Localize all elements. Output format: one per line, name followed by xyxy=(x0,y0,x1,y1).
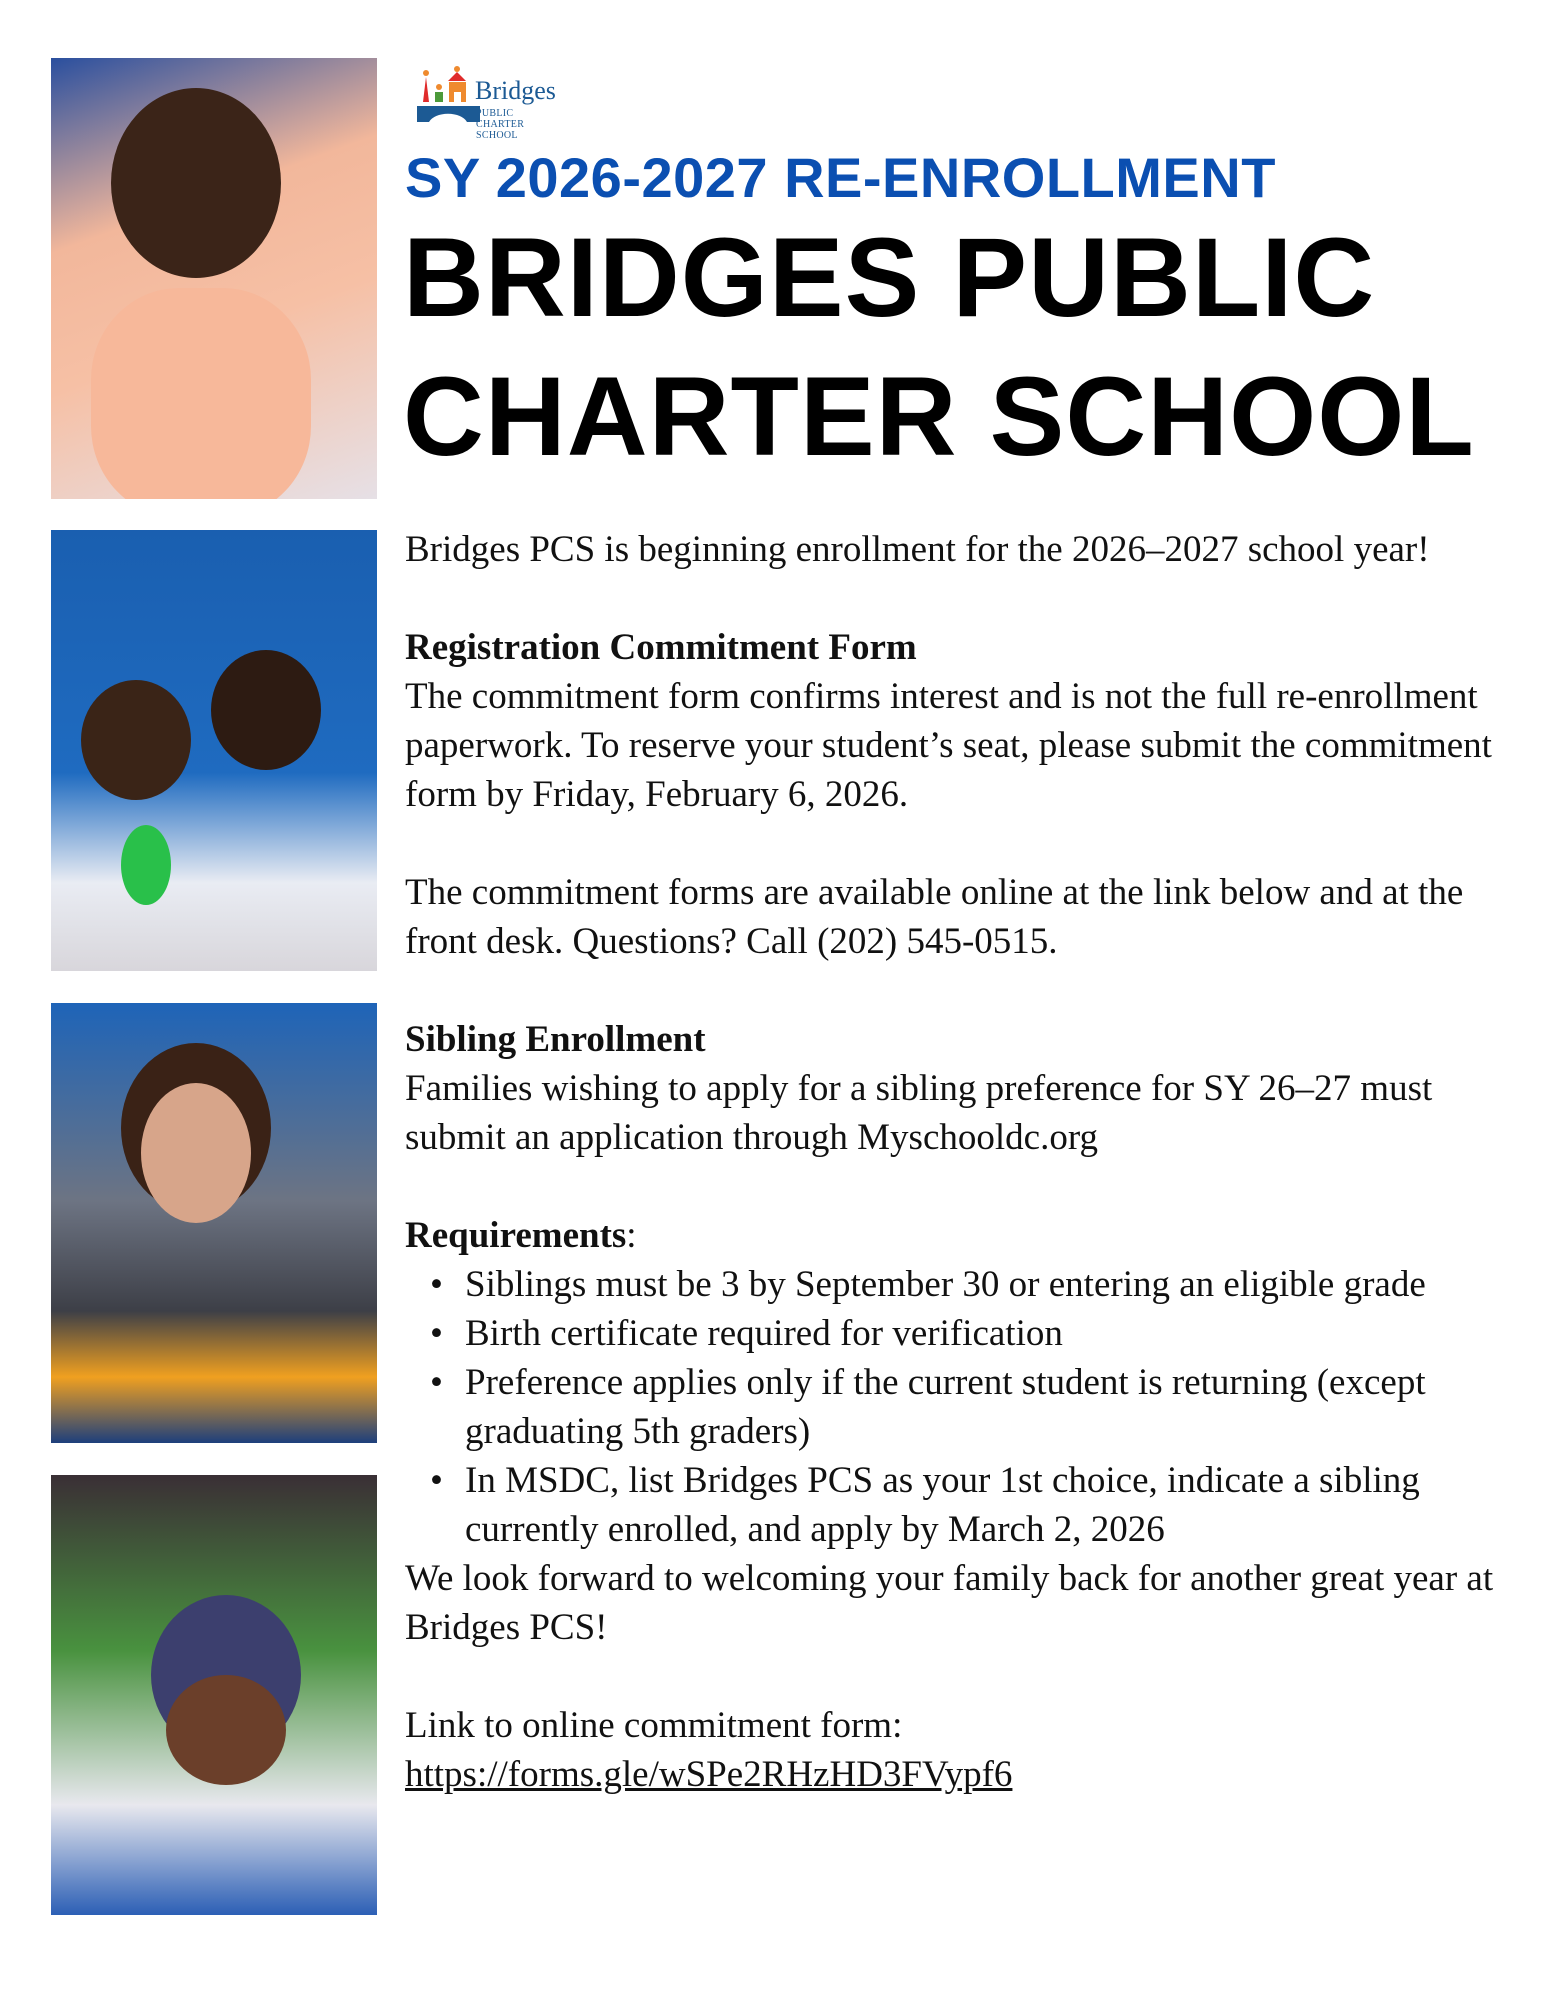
photo-detail xyxy=(211,650,321,770)
logo-sub-charter: CHARTER xyxy=(476,119,525,130)
logo-name: Bridges xyxy=(475,76,556,105)
intro: Bridges PCS is beginning enrollment for the 2026–2027 school year! xyxy=(405,529,1430,570)
availability-text: The commitment forms are available online at the link below and at the front desk. Questions? Call (202) 545-0515. xyxy=(405,872,1464,962)
requirements-label: Requirements xyxy=(405,1215,627,1256)
form-heading: Registration Commitment Form xyxy=(405,627,917,668)
photo-child-with-helmet xyxy=(51,1475,377,1915)
sibling-text: Families wishing to apply for a sibling preference for SY 26–27 must submit an application through Myschooldc.org xyxy=(405,1068,1433,1158)
logo-sub-school: SCHOOL xyxy=(476,130,518,141)
photo-child-playing-toy xyxy=(51,1003,377,1443)
bridge-icon xyxy=(415,54,481,124)
link-label: Link to online commitment form: xyxy=(405,1705,903,1746)
title-line-2: CHARTER SCHOOL xyxy=(403,354,1475,479)
photo-detail xyxy=(111,88,281,278)
requirements-heading xyxy=(405,1211,1495,1260)
subtitle: SY 2026-2027 RE-ENROLLMENT xyxy=(405,146,1276,209)
form-text: The commitment form confirms interest and is not the full re-enrollment paperwork. To reserve your student’s seat, please submit the commitment form by Friday, February 6, 2026. xyxy=(405,676,1492,815)
photo-detail xyxy=(91,288,311,499)
bridges-logo xyxy=(415,54,580,146)
photo-detail xyxy=(121,825,171,905)
title-line-1: BRIDGES PUBLIC xyxy=(403,215,1376,340)
list-item: • Preference applies only if the current student is returning (except graduating 5th graders) xyxy=(405,1358,1495,1456)
requirements-list xyxy=(405,1260,1495,1554)
body-text xyxy=(405,525,1495,1799)
photo-children-with-sticks xyxy=(51,530,377,971)
list-item: • Birth certificate required for verification xyxy=(405,1309,1495,1358)
list-item: • Siblings must be 3 by September 30 or entering an eligible grade xyxy=(405,1260,1495,1309)
sibling-heading: Sibling Enrollment xyxy=(405,1019,706,1060)
photo-detail xyxy=(166,1675,286,1785)
commitment-form-link[interactable]: https://forms.gle/wSPe2RHzHD3FVypf6 xyxy=(405,1754,1013,1795)
closing-text: We look forward to welcoming your family back for another great year at Bridges PCS! xyxy=(405,1558,1494,1648)
photo-child-dancing xyxy=(51,58,377,499)
requirements-colon: : xyxy=(626,1215,637,1256)
photo-detail xyxy=(141,1083,251,1223)
photo-detail xyxy=(81,680,191,800)
list-item: • In MSDC, list Bridges PCS as your 1st choice, indicate a sibling currently enrolled, and apply by March 2, 2026 xyxy=(405,1456,1495,1554)
logo-sub-public: PUBLIC xyxy=(476,108,514,119)
